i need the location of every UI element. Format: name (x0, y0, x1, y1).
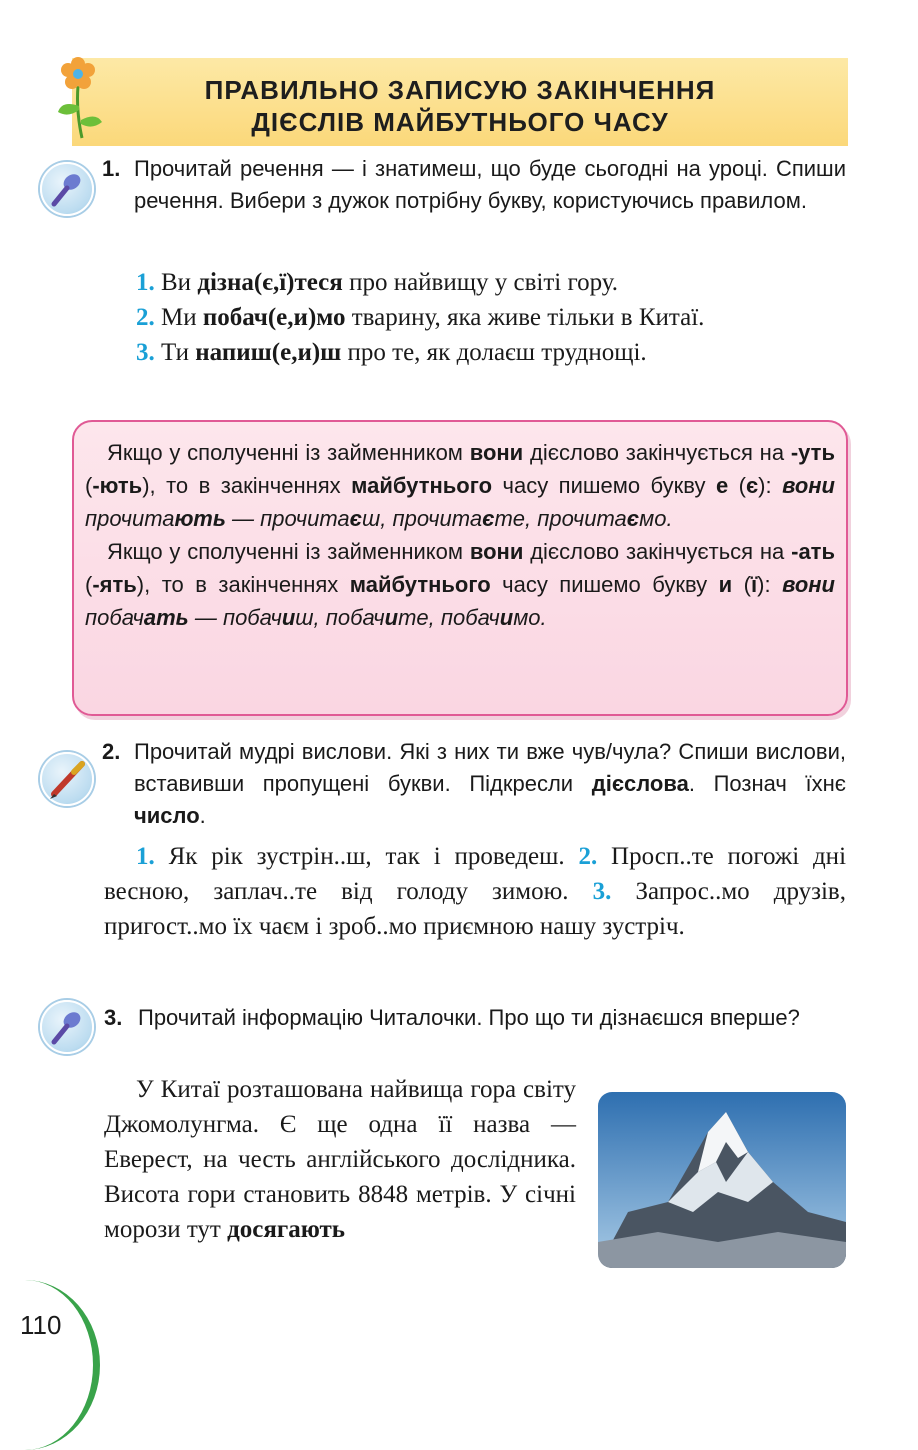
rule-example-ending: є (482, 506, 495, 531)
sentence-number: 2. (136, 304, 155, 331)
rule-fragment: часу пишемо букву (492, 473, 716, 498)
sentence-text: Ти (154, 339, 196, 366)
rule-fragment: Якщо у сполученні із займенником (107, 440, 470, 465)
rule-keyword: -ють (92, 473, 143, 498)
rule-fragment: ): (757, 572, 783, 597)
rule-keyword: вони (469, 539, 524, 564)
mountain-photo (598, 1092, 846, 1268)
sentence (104, 335, 846, 370)
title-line-2: ДІЄСЛІВ МАЙБУТНЬОГО ЧАСУ (251, 107, 669, 137)
rule-example: мо. (639, 506, 673, 531)
rule-keyword: вони (469, 440, 524, 465)
saying-text: Просп..те погожі дні весною, заплач..те від голоду зимою. (104, 843, 847, 905)
rule-fragment: часу пишемо букву (490, 572, 719, 597)
task-number: 3. (104, 1005, 123, 1030)
rule-fragment: ( (728, 473, 747, 498)
rule-example-ending: ють (174, 506, 226, 531)
rule-fragment: ( (85, 473, 93, 498)
title-line-1: ПРАВИЛЬНО ЗАПИСУЮ ЗАКІНЧЕННЯ (204, 75, 716, 105)
task-instruction: Прочитай інформацію Читалочки. Про що ти дізнаєшся вперше? (138, 1005, 800, 1030)
rule-keyword: -ять (92, 572, 137, 597)
sentence-text: про те, як долаєш труднощі. (341, 339, 647, 366)
rule-fragment: дієслово закінчується на (523, 539, 792, 564)
rule-example: — побач (188, 605, 282, 630)
task-number: 2. (102, 739, 121, 764)
saying-number: 2. (578, 843, 598, 870)
rule-example: побач (325, 605, 385, 630)
rule-example-ending: и (281, 605, 296, 630)
instruction-keyword: дієслова (591, 771, 689, 796)
sentence-number: 3. (136, 339, 155, 366)
rule-example-ending: є (626, 506, 640, 531)
rule-example: те, прочита (494, 506, 627, 531)
rule-fragment: дієслово закінчується на (523, 440, 791, 465)
rule-example: вони (782, 572, 835, 597)
microphone-icon (40, 162, 94, 216)
rule-paragraph-2 (85, 535, 835, 634)
target-word: побач(е,и)мо (202, 304, 346, 331)
saying-number: 3. (592, 878, 612, 905)
rule-example: ш, (295, 605, 320, 630)
sentence-text: про найвищу у світі гору. (342, 269, 618, 296)
instruction-fragment: . Познач їхнє (688, 771, 846, 796)
rule-keyword: -уть (790, 440, 835, 465)
sentence-text: Ви (154, 269, 198, 296)
sentence-number: 1. (136, 269, 155, 296)
rule-keyword: ї (750, 572, 758, 597)
rule-fragment: ), то в закінченнях (142, 473, 352, 498)
rule-example-ending: ать (143, 605, 189, 630)
info-text (104, 1072, 576, 1247)
instruction-fragment: . (199, 803, 206, 828)
rule-keyword: и (718, 572, 733, 597)
rule-keyword: майбутнього (349, 572, 491, 597)
rule-keyword: -ать (791, 539, 835, 564)
rule-keyword: майбутнього (351, 473, 493, 498)
saying-number: 1. (136, 843, 155, 870)
rule-fragment: ), то в закінченнях (136, 572, 350, 597)
target-word: дізна(є,ї)теся (197, 269, 343, 296)
pen-icon (40, 752, 94, 806)
task-instruction (134, 736, 846, 832)
instruction-fragment: Прочитай мудрі вислови. Які з них ти вже чув/чула? Спиши вислови, вставивши пропущені букви. Підкресли (134, 739, 846, 796)
info-keyword: досягають (227, 1216, 346, 1243)
task-instruction: Прочитай речення — і знатимеш, що буде сьогодні на уроці. Спиши речення. Вибери з дужок потрібну букву, користуючись правилом. (134, 156, 846, 213)
task-number: 1. (102, 156, 121, 181)
rule-example: те, побач (398, 605, 500, 630)
rule-example: — прочита (225, 506, 350, 531)
sentence-text: тварину, яка живе тільки в Китаї. (345, 304, 705, 331)
rule-example: ш, (362, 506, 387, 531)
rule-example-ending: и (499, 605, 514, 630)
page-title (72, 74, 848, 138)
saying-text: Запрос..мо друзів, пригост..мо їх чаєм і зроб..мо приємною нашу зустріч. (104, 878, 846, 940)
rule-example-ending: є (349, 506, 363, 531)
rule-text (85, 436, 835, 634)
rule-fragment: Якщо у сполученні із займенником (107, 539, 470, 564)
rule-example: прочита (392, 506, 483, 531)
info-fragment: У Китаї розташована найвища гора світу Джомолунгма. Є ще одна її назва — Еверест, на честь англійського дослідника. Висота гори становить 8848 метрів. У січні морози тут (104, 1076, 576, 1243)
rule-example: побач (85, 605, 144, 630)
saying-text: Як рік зустрін..ш, так і проведеш. (154, 843, 579, 870)
rule-keyword: е (715, 473, 729, 498)
rule-paragraph-1 (85, 436, 835, 535)
instruction-keyword: число (134, 803, 200, 828)
rule-example-ending: и (384, 605, 399, 630)
rule-keyword: є (746, 473, 759, 498)
sentence (104, 300, 846, 335)
sentence-text: Ми (154, 304, 203, 331)
rule-example: прочита (85, 506, 175, 531)
rule-fragment: ( (732, 572, 751, 597)
rule-example: мо. (513, 605, 547, 630)
rule-fragment: ( (85, 572, 93, 597)
page-corner-arc (0, 1280, 100, 1450)
rule-fragment: ): (758, 473, 783, 498)
sayings (104, 839, 846, 944)
microphone-icon (40, 1000, 94, 1054)
sentence-list (104, 265, 846, 370)
rule-example: вони (782, 473, 835, 498)
sentence (104, 265, 846, 300)
page-number: 110 (20, 1310, 62, 1340)
target-word: напиш(е,и)ш (195, 339, 342, 366)
